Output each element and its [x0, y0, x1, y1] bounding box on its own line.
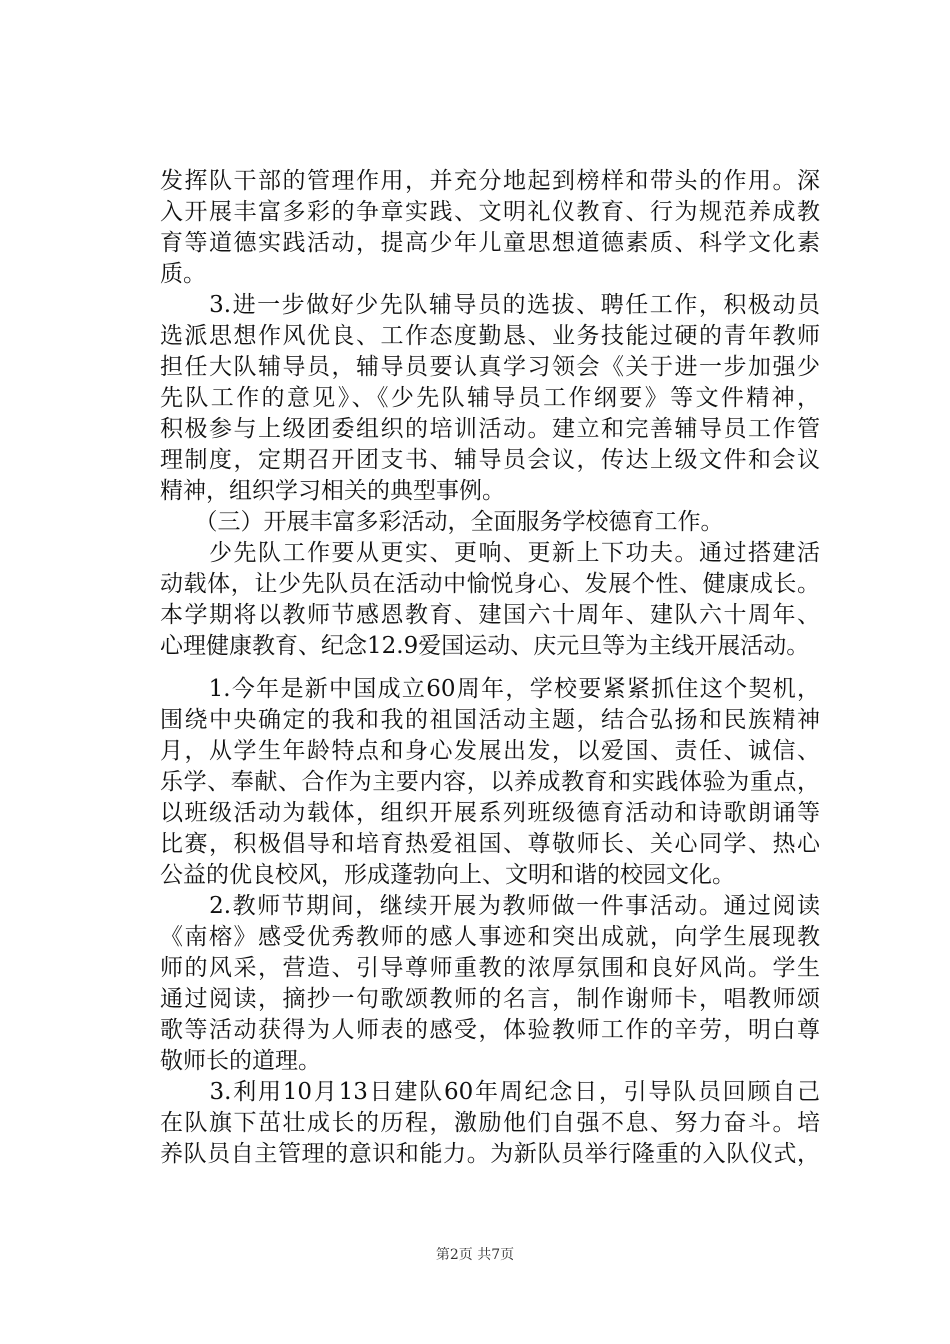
- text-line: 3.进一步做好少先队辅导员的选拔、聘任工作，积极动员: [160, 292, 820, 318]
- text-line: 公益的优良校风，形成蓬勃向上、文明和谐的校园文化。: [160, 862, 735, 888]
- text-line: 歌等活动获得为人师表的感受，体验教师工作的辛劳，明白尊: [160, 1017, 820, 1043]
- text-line: 养队员自主管理的意识和能力。为新队员举行隆重的入队仪式，: [160, 1141, 820, 1167]
- document-body: [160, 166, 820, 1170]
- section-heading: （三）开展丰富多彩活动，全面服务学校德育工作。: [160, 509, 724, 535]
- text-line: 少先队工作要从更实、更响、更新上下功夫。通过搭建活: [160, 540, 820, 566]
- text-line: 先队工作的意见》、《少先队辅导员工作纲要》等文件精神，: [160, 385, 820, 411]
- page-number-label: 第2页 共7页: [435, 1247, 515, 1263]
- text-line: 围绕中央确定的我和我的祖国活动主题，结合弘扬和民族精神: [160, 707, 820, 733]
- text-line: 3.利用10月13日建队60年周纪念日，引导队员回顾自己: [160, 1079, 820, 1105]
- text-line: 敬师长的道理。: [160, 1048, 321, 1074]
- text-line: 精神，组织学习相关的典型事例。: [160, 478, 505, 504]
- text-line: 乐学、奉献、合作为主要内容，以养成教育和实践体验为重点，: [160, 769, 820, 795]
- page-footer: [0, 1245, 950, 1265]
- text-line: 理制度，定期召开团支书、辅导员会议，传达上级文件和会议: [160, 447, 820, 473]
- text-line: 选派思想作风优良、工作态度勤恳、业务技能过硬的青年教师: [160, 323, 820, 349]
- text-line: 质。: [160, 261, 206, 287]
- text-line: 育等道德实践活动，提高少年儿童思想道德素质、科学文化素: [160, 230, 820, 256]
- text-line: 1.今年是新中国成立60周年，学校要紧紧抓住这个契机，: [160, 676, 820, 702]
- text-line: 在队旗下茁壮成长的历程，激励他们自强不息、努力奋斗。培: [160, 1110, 820, 1136]
- text-line: 月，从学生年龄特点和身心发展出发，以爱国、责任、诚信、: [160, 738, 820, 764]
- text-line: 通过阅读，摘抄一句歌颂教师的名言，制作谢师卡，唱教师颂: [160, 986, 820, 1012]
- text-line: 2.教师节期间，继续开展为教师做一件事活动。通过阅读: [160, 893, 820, 919]
- text-line: 动载体，让少先队员在活动中愉悦身心、发展个性、健康成长。: [160, 571, 820, 597]
- text-line: 担任大队辅导员，辅导员要认真学习领会《关于进一步加强少: [160, 354, 820, 380]
- text-line: 比赛，积极倡导和培育热爱祖国、尊敬师长、关心同学、热心: [160, 831, 820, 857]
- text-line: 积极参与上级团委组织的培训活动。建立和完善辅导员工作管: [160, 416, 820, 442]
- text-line: 心理健康教育、纪念12.9爱国运动、庆元旦等为主线开展活动。: [160, 633, 810, 659]
- text-line: 以班级活动为载体，组织开展系列班级德育活动和诗歌朗诵等: [160, 800, 820, 826]
- text-line: 发挥队干部的管理作用，并充分地起到榜样和带头的作用。深: [160, 168, 820, 194]
- text-line: 入开展丰富多彩的争章实践、文明礼仪教育、行为规范养成教: [160, 199, 820, 225]
- text-line: 《南榕》感受优秀教师的感人事迹和突出成就，向学生展现教: [160, 924, 820, 950]
- text-line: 本学期将以教师节感恩教育、建国六十周年、建队六十周年、: [160, 602, 820, 628]
- text-line: 师的风采，营造、引导尊师重教的浓厚氛围和良好风尚。学生: [160, 955, 820, 981]
